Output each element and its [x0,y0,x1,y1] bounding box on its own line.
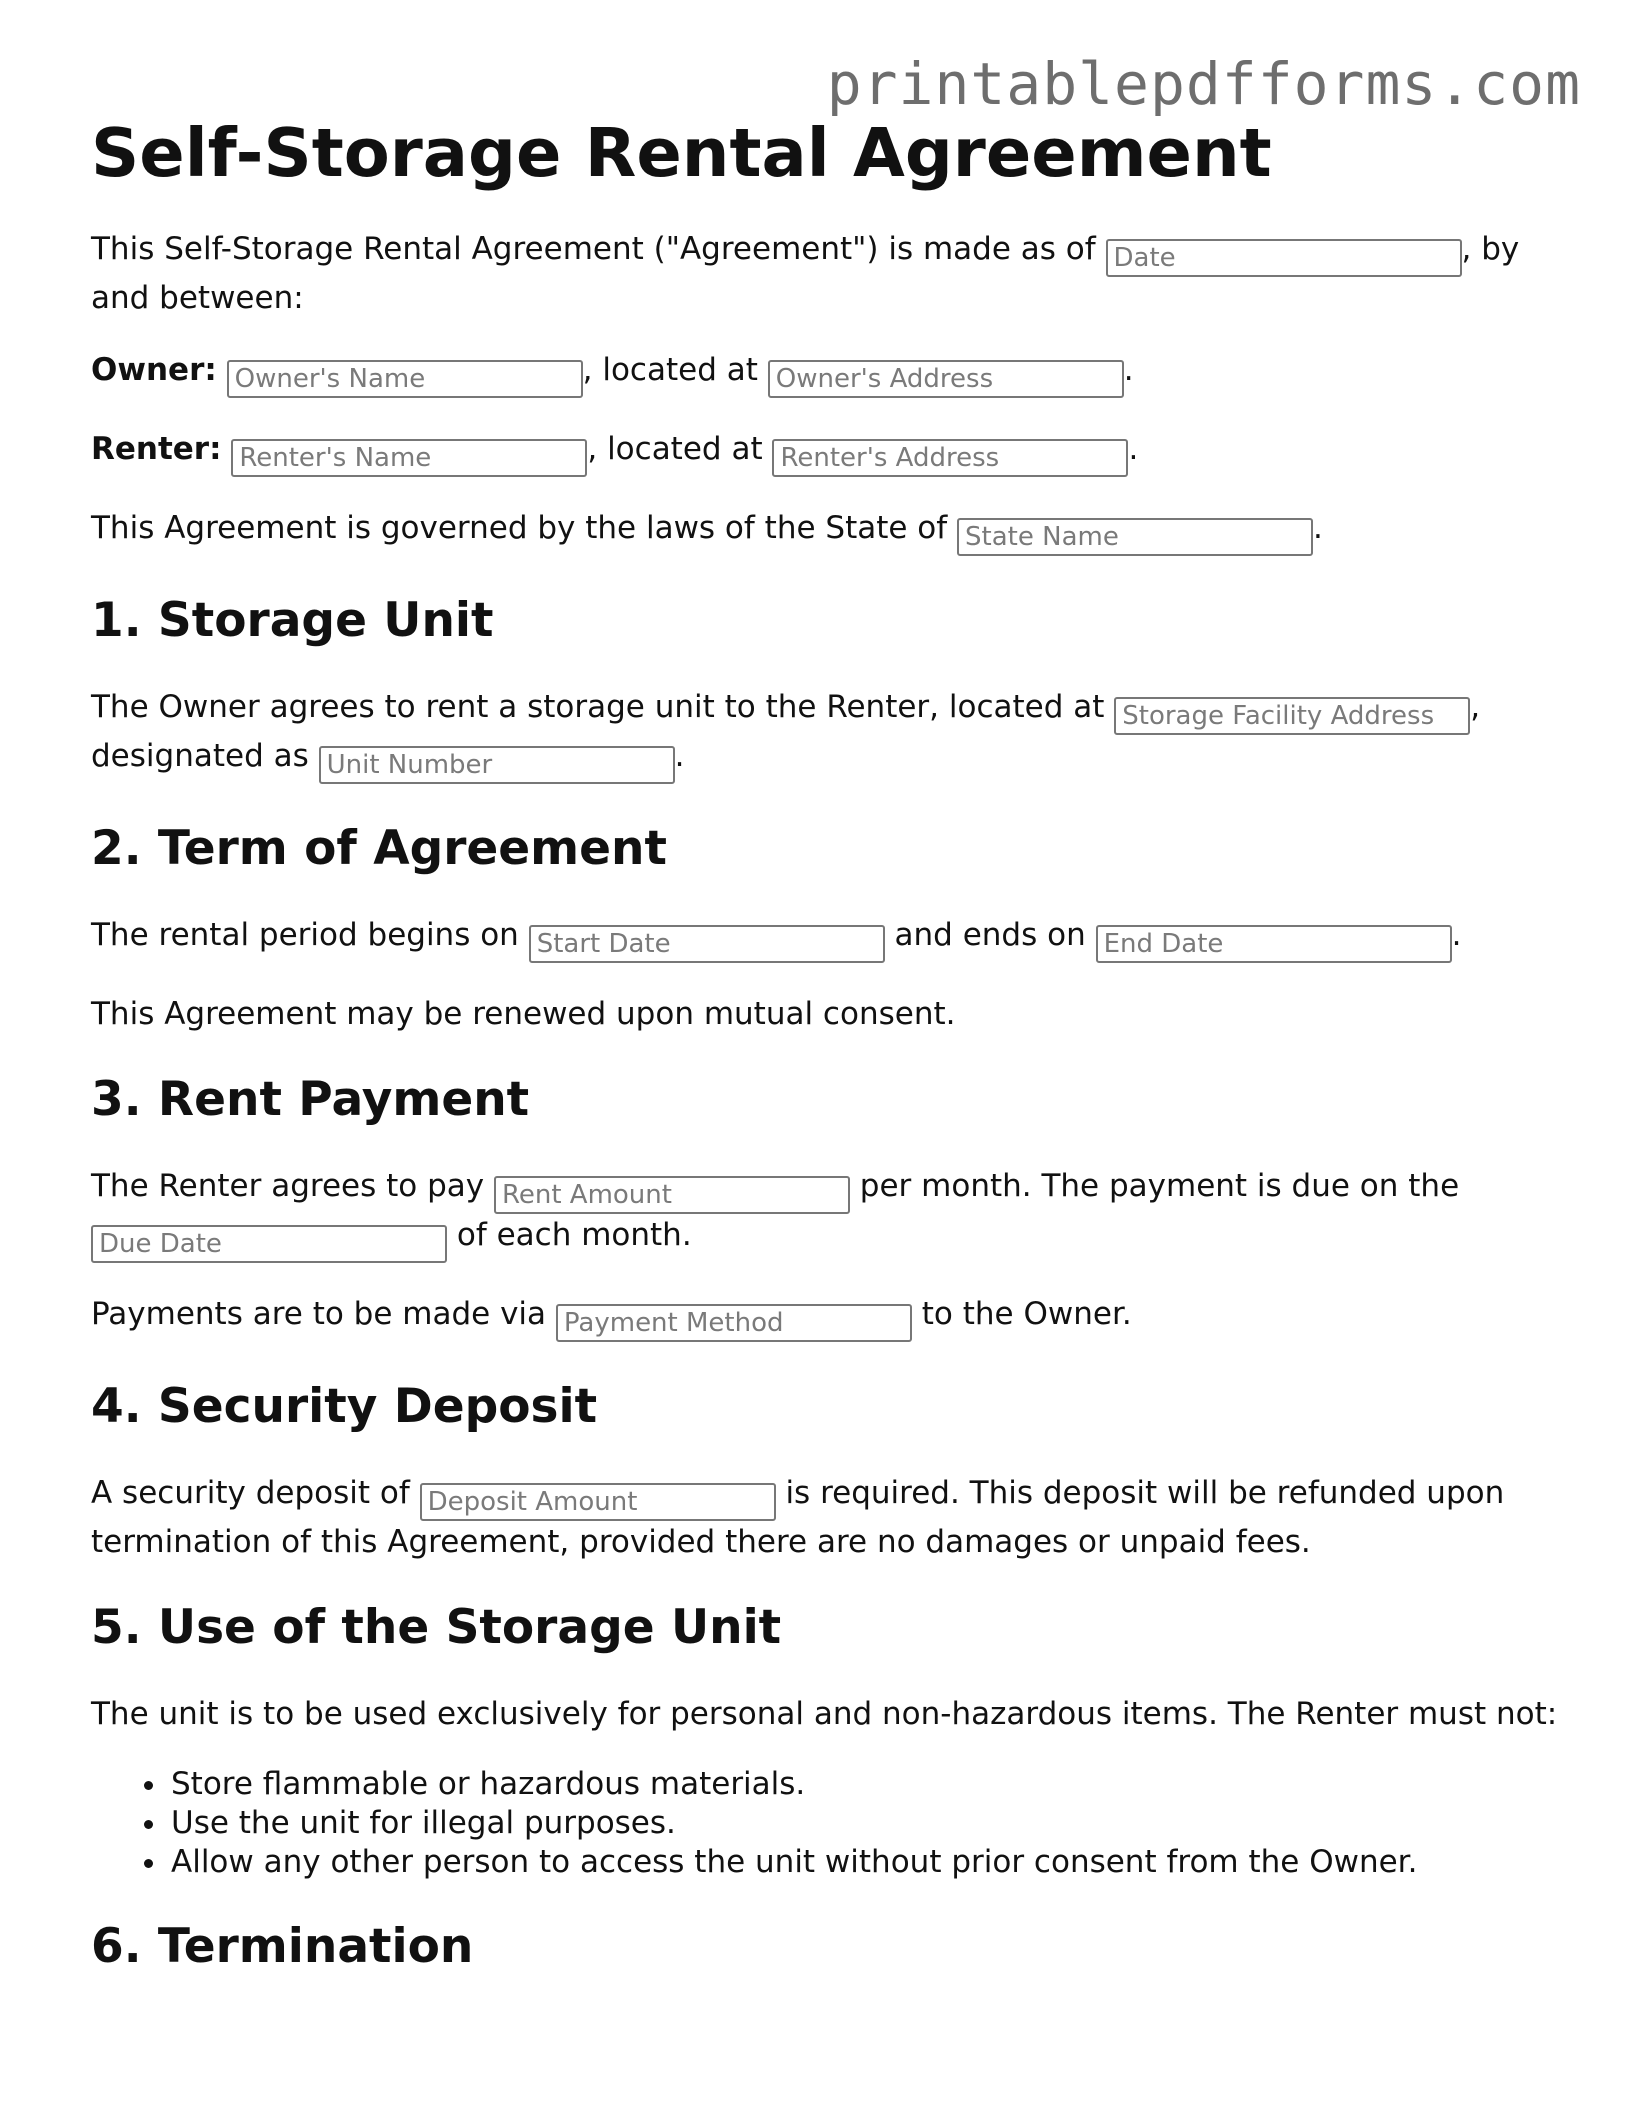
renter-line [91,428,1561,477]
due-date-input[interactable] [91,1225,447,1263]
intro-text-after: , by and between: [91,231,1520,316]
deposit-paragraph [91,1472,1561,1563]
document-body [91,112,1561,2012]
governing-text: This Agreement is governed by the laws of the State of [91,510,958,546]
owner-located-at: , located at [582,352,768,388]
term-paragraph [91,914,1561,963]
list-item: • Use the unit for illegal purposes. [169,1804,1561,1843]
owner-line-end: . [1123,352,1134,388]
page-title: Self-Storage Rental Agreement [91,114,1272,192]
owner-line [91,349,1561,398]
term-text-before: The rental period begins on [91,917,529,953]
section-2-heading: 2. Term of Agreement [91,821,667,876]
storage-unit-end: . [674,738,685,774]
storage-unit-text-middle: , designated as [91,689,1481,774]
deposit-text-before: A security deposit of [91,1475,420,1511]
deposit-amount-input[interactable] [420,1483,776,1521]
facility-address-input[interactable] [1114,697,1470,735]
renter-label: Renter: [91,431,222,467]
governing-end: . [1313,510,1323,546]
section-5-heading: 5. Use of the Storage Unit [91,1600,782,1655]
storage-unit-text-before: The Owner agrees to rent a storage unit to the Renter, located at [91,689,1115,725]
section-6-heading: 6. Termination [91,1919,474,1974]
storage-unit-paragraph [91,686,1561,784]
start-date-input[interactable] [529,925,885,963]
renter-located-at: , located at [587,431,773,467]
payment-text-before: Payments are to be made via [91,1296,556,1332]
section-1-heading: 1. Storage Unit [91,593,494,648]
watermark: printablepdfforms.com [826,50,1581,118]
renter-line-end: . [1128,431,1139,467]
rent-text-before: The Renter agrees to pay [91,1168,494,1204]
owner-address-input[interactable] [768,360,1124,398]
intro-paragraph [91,228,1561,319]
owner-name-input[interactable] [227,360,583,398]
term-end: . [1451,917,1462,953]
rent-text-middle: per month. The payment is due on the [849,1168,1460,1204]
rent-paragraph [91,1165,1561,1263]
unit-number-input[interactable] [319,746,675,784]
renewal-paragraph: This Agreement may be renewed upon mutual consent. [91,996,956,1032]
intro-text-before: This Self-Storage Rental Agreement ("Agreement") is made as of [91,231,1106,267]
section-4-heading: 4. Security Deposit [91,1379,598,1434]
list-item: • Store flammable or hazardous materials. [169,1765,1561,1804]
renter-name-input[interactable] [231,439,587,477]
state-name-input[interactable] [957,518,1313,556]
deposit-text-after: is required. This deposit will be refunded upon termination of this Agreement, provided there are no damages or unpaid fees. [91,1475,1505,1560]
term-text-middle: and ends on [884,917,1096,953]
use-paragraph: The unit is to be used exclusively for personal and non-hazardous items. The Renter must not: [91,1696,1558,1732]
payment-text-after: to the Owner. [911,1296,1132,1332]
rent-amount-input[interactable] [494,1176,850,1214]
section-3-heading: 3. Rent Payment [91,1072,530,1127]
payment-method-paragraph [91,1293,1561,1342]
governing-law-line [91,507,1561,556]
owner-label: Owner: [91,352,217,388]
restrictions-list [91,1765,1561,1882]
end-date-input[interactable] [1096,925,1452,963]
payment-method-input[interactable] [556,1304,912,1342]
renter-address-input[interactable] [772,439,1128,477]
rent-text-after: of each month. [447,1217,692,1253]
date-input[interactable] [1106,239,1462,277]
list-item: • Allow any other person to access the unit without prior consent from the Owner. [169,1843,1561,1882]
